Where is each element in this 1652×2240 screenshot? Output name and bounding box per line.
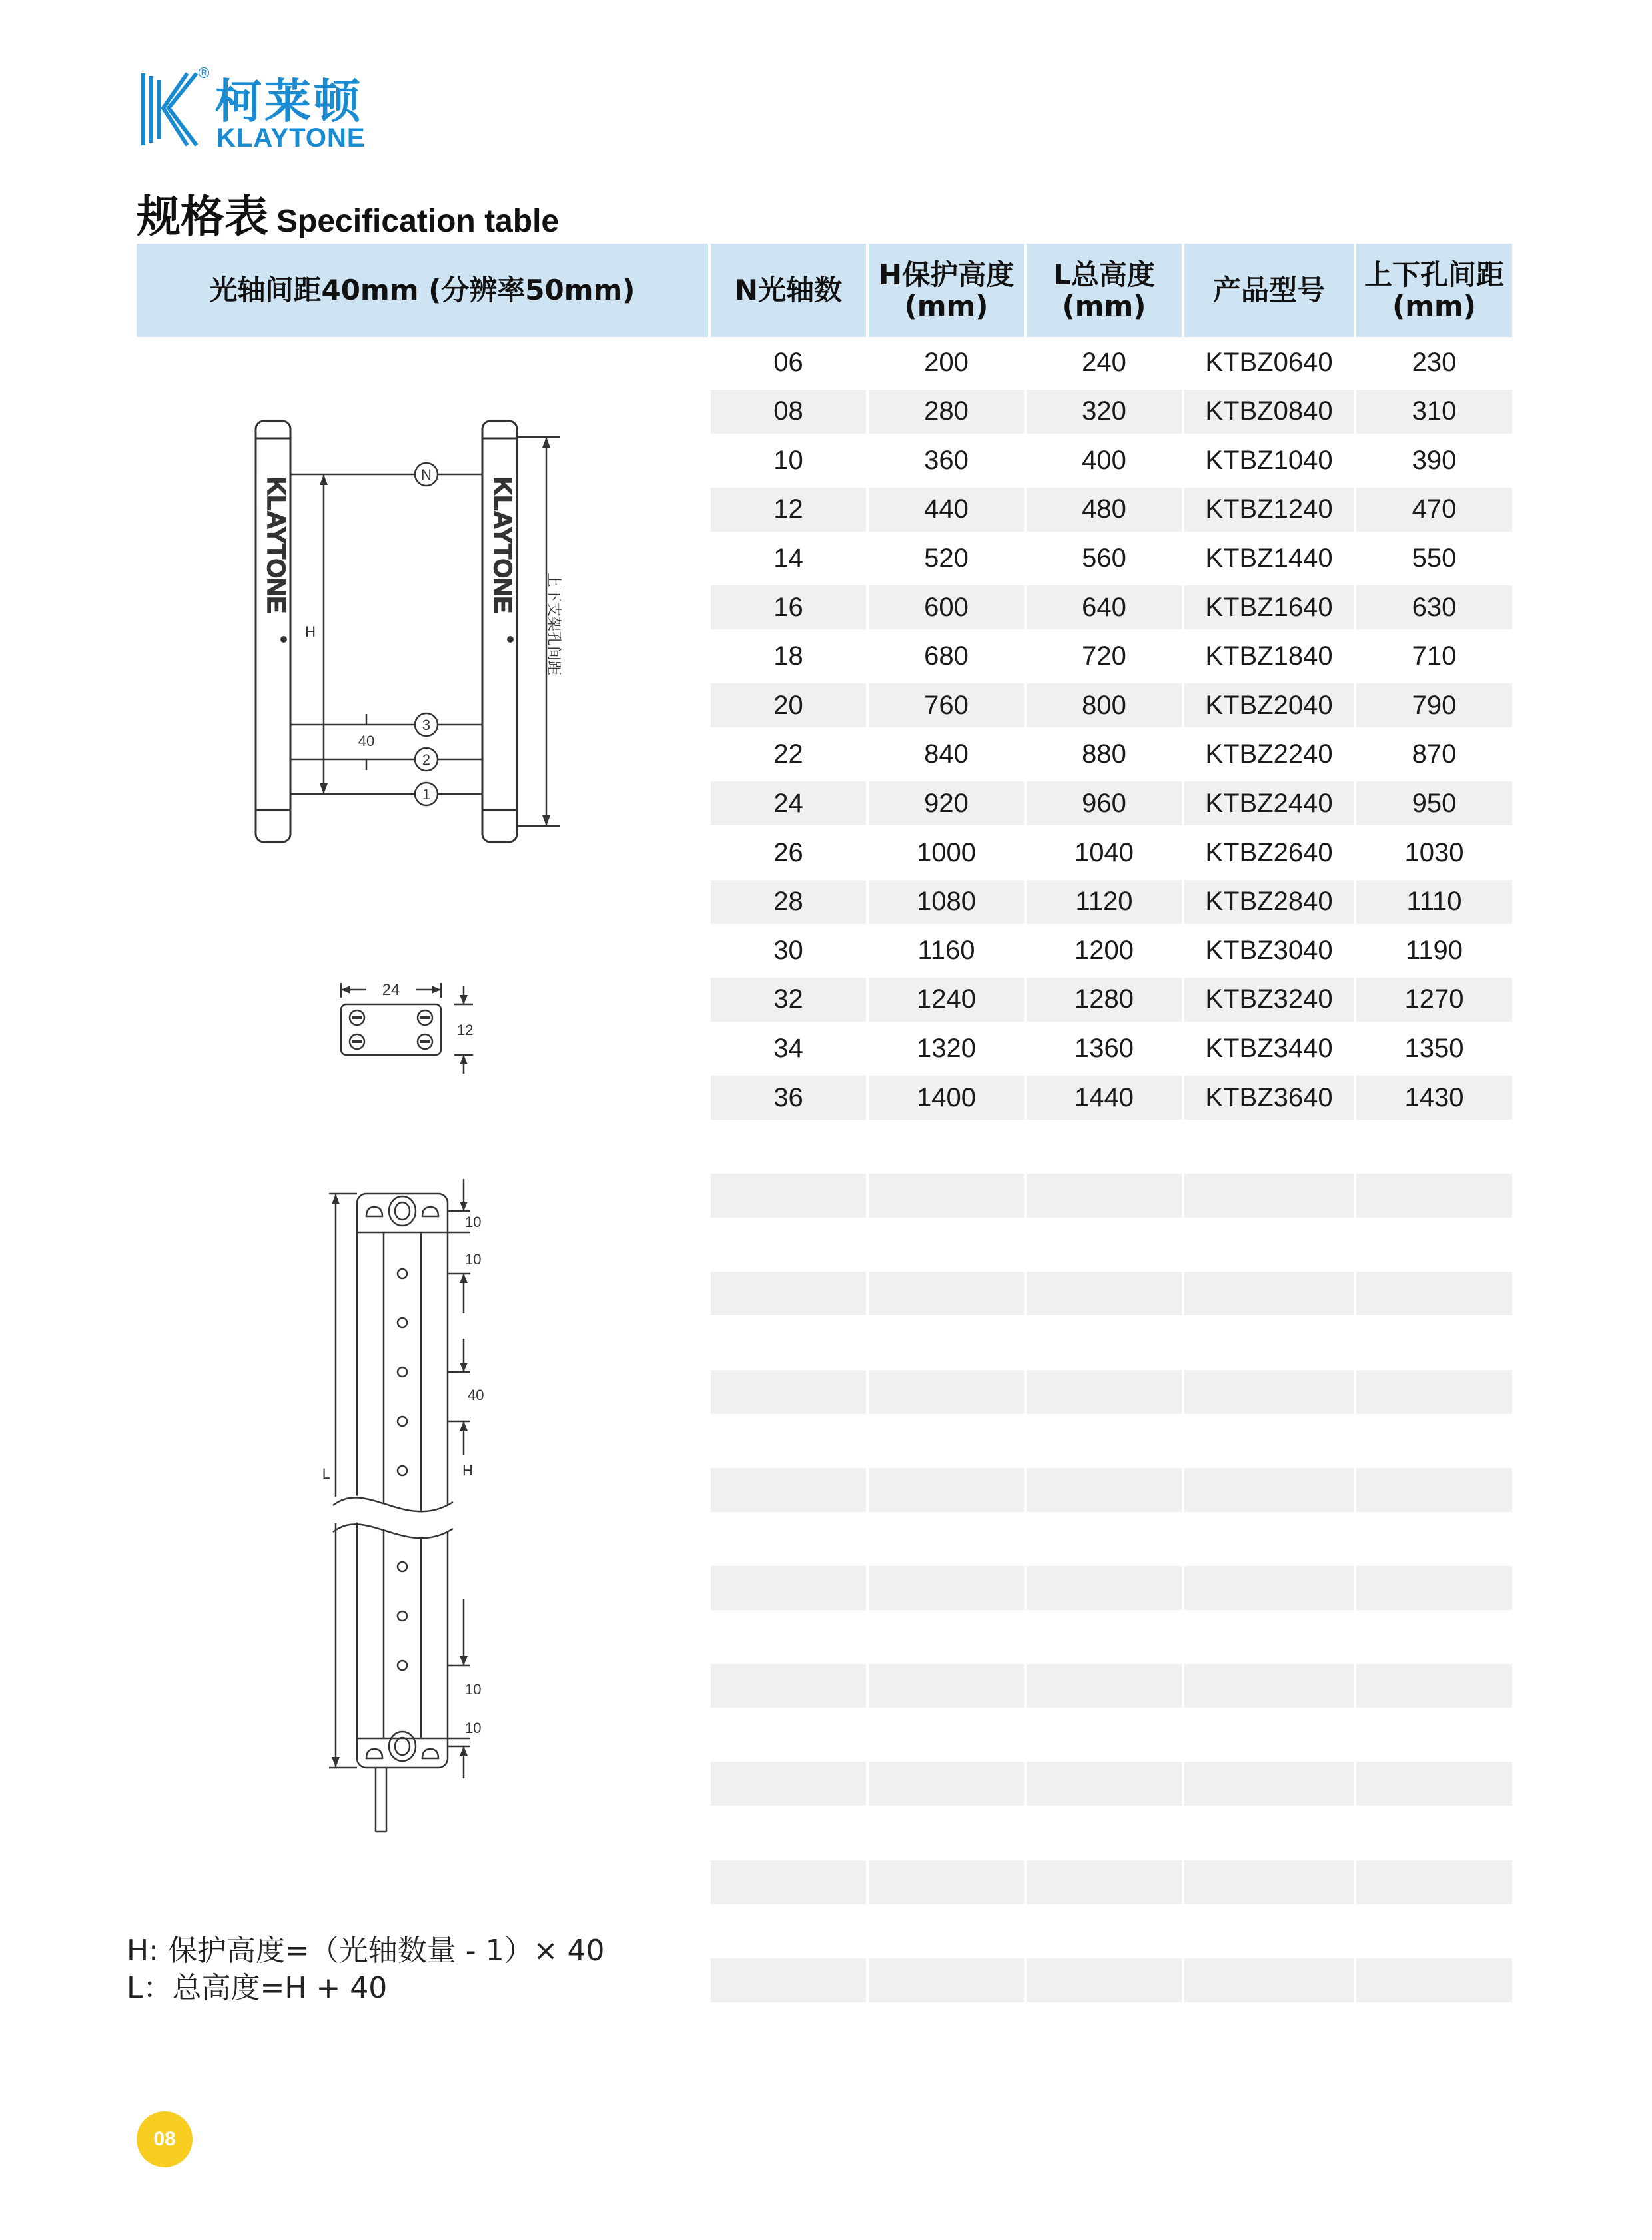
table-cell: KTBZ3040 [1205,935,1333,965]
table-cell [1356,1517,1512,1561]
table-cell: 520 [924,543,969,573]
table-cell [711,1419,866,1463]
table-cell [1184,1272,1354,1315]
table-cell [1356,1223,1512,1267]
col-header-line1: H保护高度 [878,258,1015,291]
table-cell [1027,1811,1182,1855]
table-cell: 24 [711,781,866,825]
table-cell [1027,1615,1182,1659]
table-cell [711,1125,866,1169]
table-cell [869,1468,1024,1512]
table-cell [1184,1174,1354,1218]
page-number-badge: 08 [137,2111,193,2167]
table-cell: 710 [1412,641,1457,671]
emitter-brand-text: KLAYTONE [262,477,290,613]
bracket-height-label: 12 [457,1022,474,1038]
table-cell [1184,1615,1354,1659]
table-cell [1356,1272,1512,1315]
table-cell: 320 [1027,390,1182,434]
table-cell [869,1615,1024,1659]
table-cell: 840 [924,739,969,769]
table-cell: 950 [1356,781,1512,825]
table-cell: KTBZ1640 [1184,585,1354,629]
table-cell [869,1125,1024,1169]
col-header-line1: N光轴数 [734,274,843,307]
table-cell: 400 [1082,445,1126,475]
registered-mark: ® [197,65,211,82]
table-cell [711,1860,866,1904]
receiver-brand-text: KLAYTONE [488,477,516,613]
table-cell [1027,1909,1182,1953]
table-cell [711,1713,866,1757]
table-cell: 1440 [1027,1076,1182,1120]
klaytone-logo-icon [137,67,203,150]
table-cell: 870 [1412,739,1457,769]
table-cell [1027,1125,1182,1169]
brand-name-en: KLAYTONE [216,123,366,153]
table-cell [1184,1958,1354,2002]
table-cell: 1200 [1074,935,1134,965]
bottom-margin-label-1: 10 [465,1681,482,1698]
table-cell [1027,1713,1182,1757]
table-cell: 790 [1356,683,1512,727]
table-cell: KTBZ3240 [1184,978,1354,1022]
table-cell: 1400 [869,1076,1024,1120]
table-cell [1027,1321,1182,1365]
table-cell: KTBZ1240 [1184,488,1354,532]
table-cell [869,1860,1024,1904]
table-cell [1184,1517,1354,1561]
table-cell: KTBZ0840 [1184,390,1354,434]
table-cell: 1000 [917,837,976,867]
table-cell [711,1517,866,1561]
table-cell [1027,1468,1182,1512]
table-cell [1027,1174,1182,1218]
bracket-spacing-label: 上下支架孔间距 [546,573,562,676]
table-cell [1184,1811,1354,1855]
table-cell: 1350 [1404,1033,1464,1063]
table-cell [869,1713,1024,1757]
table-cell [1184,1468,1354,1512]
table-cell [1184,1664,1354,1708]
formula-h: H: 保护高度=（光轴数量 - 1）× 40 [127,1934,605,1968]
col-header-line2: (mm) [1062,290,1146,322]
col-header-line2: (mm) [904,290,989,322]
table-cell: 12 [711,488,866,532]
table-cell [711,1958,866,2002]
table-cell [711,1566,866,1610]
table-cell [711,1909,866,1953]
table-cell: 640 [1027,585,1182,629]
table-cell: 600 [869,585,1024,629]
table-cell: 08 [711,390,866,434]
table-cell: KTBZ1040 [1205,445,1333,475]
table-cell [1356,1909,1512,1953]
front-view-drawing [246,413,580,846]
table-cell [711,1321,866,1365]
bracket-width-label: 24 [382,981,400,999]
table-cell [869,1958,1024,2002]
side-view-drawing [320,1159,513,1838]
table-cell: 470 [1356,488,1512,532]
table-cell [711,1223,866,1267]
table-cell: KTBZ2040 [1184,683,1354,727]
table-cell: 800 [1027,683,1182,727]
top-margin-label-2: 10 [465,1251,482,1268]
table-cell: 1270 [1356,978,1512,1022]
bracket-drawing [326,972,486,1079]
table-cell: 1360 [1074,1033,1134,1063]
col-header-line1: 上下孔间距 [1364,258,1504,291]
top-mount-hole [389,1196,416,1226]
table-cell [1027,1517,1182,1561]
table-cell: 34 [773,1033,803,1063]
table-cell: KTBZ1440 [1205,543,1333,573]
table-cell [1356,1566,1512,1610]
table-cell [1184,1713,1354,1757]
table-cell: 440 [869,488,1024,532]
pitch-dimension-label: 40 [468,1387,484,1403]
brand-logo [137,67,403,157]
table-cell [869,1517,1024,1561]
table-cell [1184,1223,1354,1267]
table-cell [1356,1811,1512,1855]
table-cell [711,1664,866,1708]
table-cell: 960 [1027,781,1182,825]
table-cell: 16 [711,585,866,629]
col-header-n [711,244,866,337]
formula-l: L：总高度=H + 40 [127,1971,388,2005]
table-cell: 22 [773,739,803,769]
col-header-h [869,244,1024,337]
table-cell [711,1272,866,1315]
table-cell [1027,1566,1182,1610]
col-header-model [1184,244,1354,337]
top-margin-label-1: 10 [465,1214,482,1230]
beam-2-label: 2 [422,751,431,768]
table-cell [869,1174,1024,1218]
table-cell: 880 [1082,739,1126,769]
table-cell: 760 [869,683,1024,727]
table-cell: 280 [869,390,1024,434]
table-cell: 1040 [1074,837,1134,867]
table-cell: 18 [773,641,803,671]
page-title-en: Specification table [276,204,560,239]
beam-3-label: 3 [422,717,431,733]
table-cell: 200 [924,347,969,377]
table-cell: 1190 [1405,935,1463,965]
table-cell: 230 [1412,347,1457,377]
table-cell [1184,1321,1354,1365]
table-cell [1184,1370,1354,1414]
table-cell: KTBZ2640 [1205,837,1333,867]
table-cell [869,1272,1024,1315]
table-cell: 310 [1356,390,1512,434]
table-cell [1027,1860,1182,1904]
table-cell [1356,1958,1512,2002]
table-cell [1184,1762,1354,1806]
table-cell: KTBZ2440 [1184,781,1354,825]
h-dimension-label: H [305,623,316,640]
bottom-margin-label-2: 10 [465,1720,482,1736]
wide-header: 光轴间距40mm (分辨率50mm) [137,244,708,337]
col-header-hole-spacing [1356,244,1512,337]
bottom-mount-hole [389,1732,416,1761]
table-cell [869,1909,1024,1953]
table-cell: 1280 [1027,978,1182,1022]
beam-1-label: 1 [422,786,431,803]
bracket-plate [341,1004,441,1055]
table-cell [1184,1419,1354,1463]
table-cell: 10 [773,445,803,475]
table-cell: 36 [711,1076,866,1120]
table-cell: KTBZ0640 [1205,347,1333,377]
table-cell: 360 [924,445,969,475]
table-cell [869,1370,1024,1414]
table-cell [1356,1615,1512,1659]
col-header-line1: 产品型号 [1212,274,1325,307]
table-cell [711,1615,866,1659]
table-cell [711,1468,866,1512]
table-cell: KTBZ2240 [1205,739,1333,769]
col-header-line2: (mm) [1392,290,1476,322]
table-cell [1356,1664,1512,1708]
table-cell [1356,1860,1512,1904]
table-cell [1027,1272,1182,1315]
col-header-line1: L总高度 [1053,258,1155,291]
brand-name-cn: 柯莱顿 [215,74,363,129]
table-cell [1027,1419,1182,1463]
table-cell [1356,1321,1512,1365]
table-cell: 1080 [869,880,1024,924]
table-cell [1027,1762,1182,1806]
table-cell: 920 [869,781,1024,825]
table-cell: 480 [1027,488,1182,532]
table-cell [1184,1860,1354,1904]
table-cell: 1030 [1404,837,1464,867]
table-cell: 1240 [869,978,1024,1022]
table-cell: 06 [773,347,803,377]
col-header-l [1027,244,1182,337]
table-cell [869,1811,1024,1855]
table-cell: KTBZ1840 [1205,641,1333,671]
table-cell: KTBZ2840 [1184,880,1354,924]
table-cell [1027,1223,1182,1267]
table-cell: 720 [1082,641,1126,671]
table-cell: 560 [1082,543,1126,573]
table-cell [711,1811,866,1855]
table-cell [1184,1566,1354,1610]
table-cell: KTBZ3440 [1205,1033,1333,1063]
table-cell [1356,1174,1512,1218]
page-title [137,181,559,244]
table-cell [869,1762,1024,1806]
table-cell [1027,1958,1182,2002]
h-dimension-label: H [462,1462,473,1479]
table-cell: 550 [1412,543,1457,573]
table-cell: 14 [773,543,803,573]
table-cell: 1430 [1356,1076,1512,1120]
page-title-cn: 规格表 [137,191,268,242]
table-cell: 1120 [1027,880,1182,924]
l-dimension-label: L [322,1465,330,1482]
table-cell: 680 [924,641,969,671]
table-cell [869,1419,1024,1463]
table-cell: 390 [1412,445,1457,475]
table-cell: KTBZ3640 [1184,1076,1354,1120]
table-cell [1356,1762,1512,1806]
table-cell: 630 [1356,585,1512,629]
table-cell: 30 [773,935,803,965]
table-cell: 1160 [917,935,975,965]
table-cell [711,1762,866,1806]
table-cell [1356,1125,1512,1169]
table-cell: 32 [711,978,866,1022]
table-cell [869,1664,1024,1708]
table-cell [1184,1909,1354,1953]
table-cell [1027,1664,1182,1708]
sensor-body [357,1194,448,1768]
table-cell: 1320 [917,1033,976,1063]
table-cell: 20 [711,683,866,727]
table-cell [869,1566,1024,1610]
table-cell [1184,1125,1354,1169]
table-cell [869,1223,1024,1267]
table-cell [869,1321,1024,1365]
table-cell [711,1370,866,1414]
table-cell: 240 [1082,347,1126,377]
table-cell [1356,1468,1512,1512]
table-cell [1356,1419,1512,1463]
table-cell: 1110 [1356,880,1512,924]
table-cell [711,1174,866,1218]
beam-n-label: N [421,466,432,483]
table-cell [1356,1370,1512,1414]
table-cell [1027,1370,1182,1414]
table-cell [1356,1713,1512,1757]
table-cell: 28 [711,880,866,924]
table-cell: 26 [773,837,803,867]
pitch-dimension-label: 40 [358,733,375,749]
